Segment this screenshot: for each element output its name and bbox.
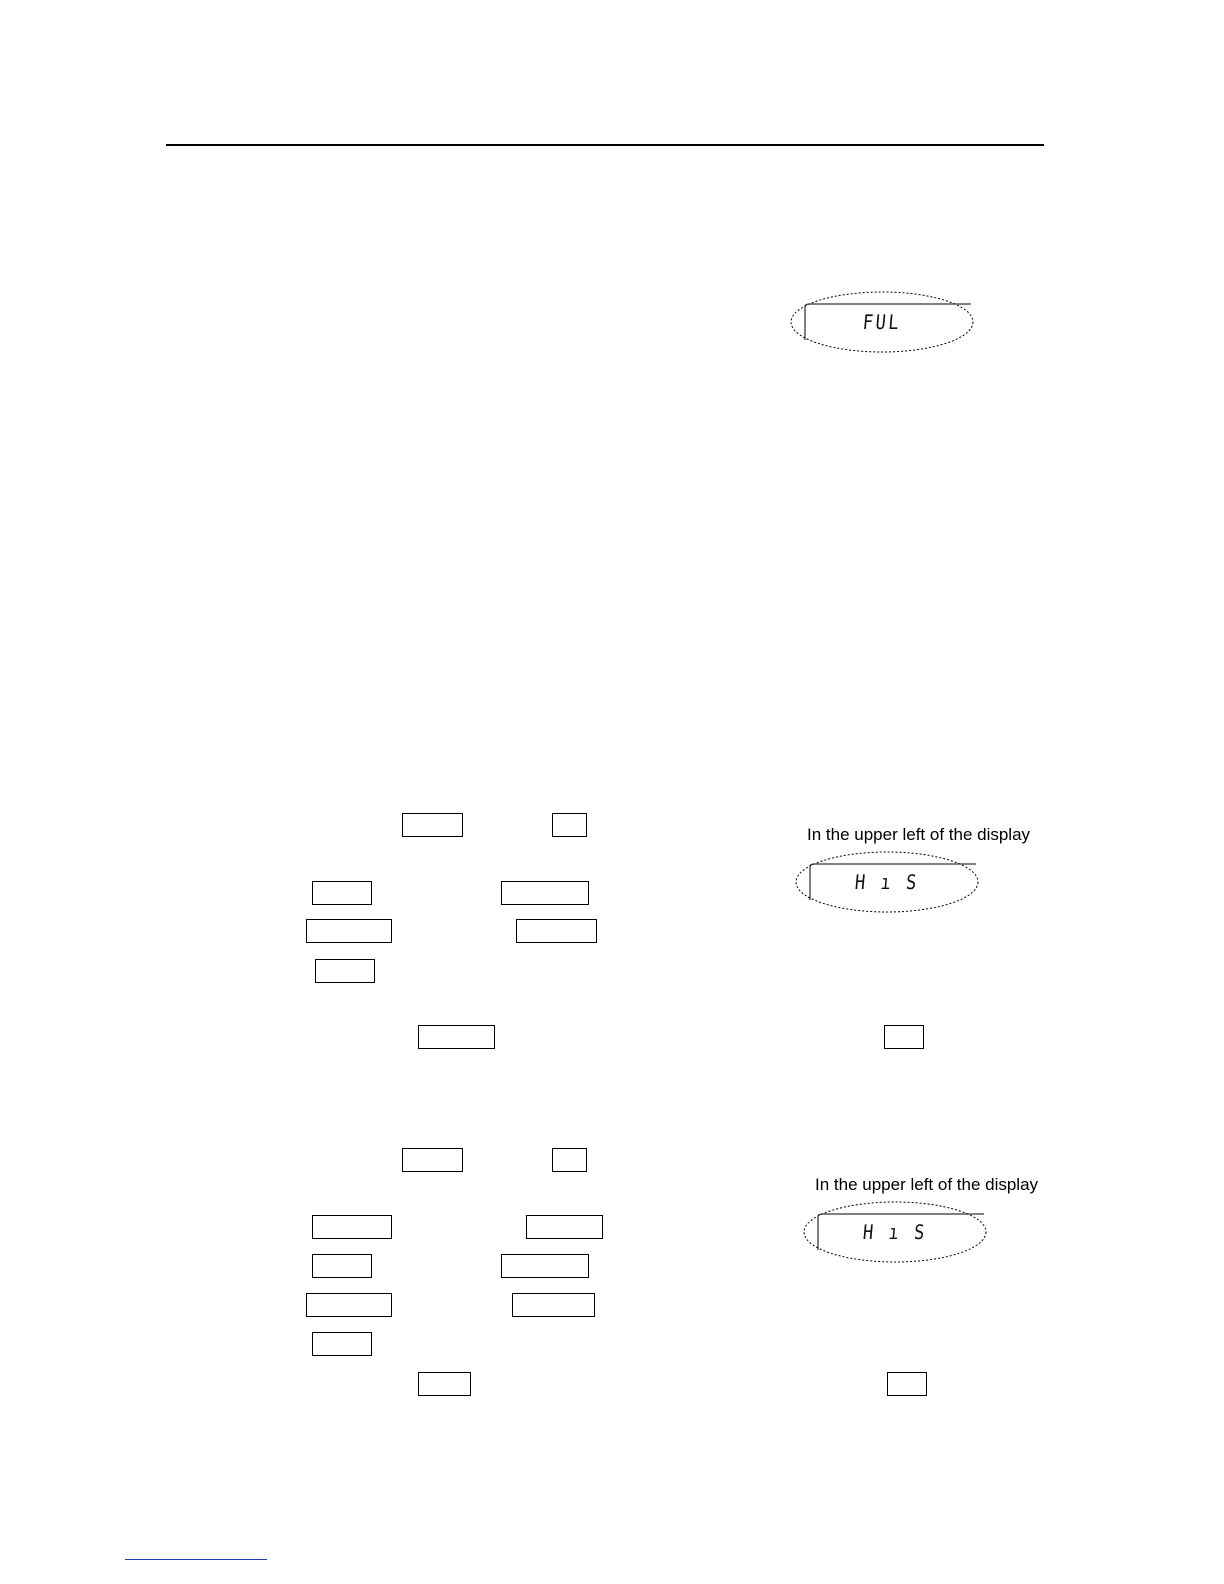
key-box — [402, 1148, 463, 1172]
display-caption: In the upper left of the display — [807, 825, 1031, 844]
key-box — [312, 1332, 372, 1356]
lcd-display-ful — [789, 290, 975, 354]
header-rule — [166, 144, 1044, 146]
key-box — [512, 1293, 595, 1317]
key-box — [418, 1025, 495, 1049]
key-box — [501, 1254, 589, 1278]
display-caption: In the upper left of the display — [815, 1175, 1039, 1194]
key-box — [887, 1372, 927, 1396]
key-box — [306, 1293, 392, 1317]
key-box — [312, 881, 372, 905]
key-box — [306, 919, 392, 943]
display-text: FUL — [861, 310, 903, 334]
key-box — [552, 813, 587, 837]
key-box — [402, 813, 463, 837]
display-text: H ı S — [861, 1220, 929, 1244]
lcd-display-his — [794, 850, 980, 914]
key-box — [526, 1215, 603, 1239]
key-box — [312, 1254, 372, 1278]
footer-link-underline — [125, 1559, 267, 1560]
key-box — [884, 1025, 924, 1049]
key-box — [501, 881, 589, 905]
key-box — [418, 1372, 471, 1396]
key-box — [315, 959, 375, 983]
key-box — [552, 1148, 587, 1172]
key-box — [516, 919, 597, 943]
display-text: H ı S — [853, 870, 921, 894]
key-box — [312, 1215, 392, 1239]
lcd-display-his — [802, 1200, 988, 1264]
